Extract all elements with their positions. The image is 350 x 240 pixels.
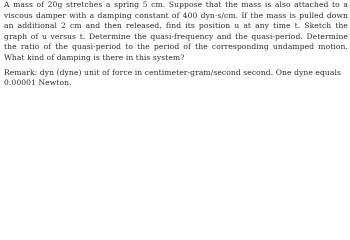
document-body	[4, 0, 348, 89]
remark-line-1: Remark: dyn (dyne) unit of force in centimeter-gram/second second. One dyne equals	[4, 67, 341, 77]
problem-line-2: viscous damper with a damping constant of 400 dyn·s/cm. If the mass is pulled down	[4, 10, 348, 20]
problem-line-5: the ratio of the quasi-period to the period of the corresponding undamped motion.	[4, 42, 348, 52]
problem-paragraph	[4, 0, 348, 64]
problem-line-6: What kind of damping is there in this system?	[4, 52, 185, 62]
remark-line-2: 0.00001 Newton.	[4, 78, 72, 88]
remark-paragraph	[4, 68, 348, 89]
problem-line-1: A mass of 20g stretches a spring 5 cm. Suppose that the mass is also attached to a	[4, 0, 348, 9]
problem-line-4: graph of u versus t. Determine the quasi-frequency and the quasi-period. Determine	[4, 31, 348, 41]
problem-line-3: an additional 2 cm and then released, find its position u at any time t. Sketch the	[4, 21, 348, 31]
